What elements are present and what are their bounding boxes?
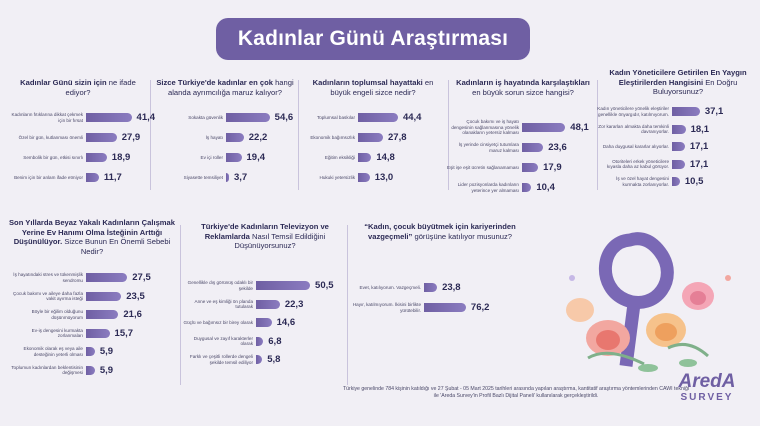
category-label: Kadınların fıtıklarına dikkat çekmek için bir fırsat [11,112,83,123]
bar [226,113,270,122]
bar [256,355,262,364]
bar [256,300,280,309]
bar-row [457,182,555,193]
category-label: Ekonomik olarak eş veya aile desteğinin yeterli olması [23,346,83,357]
bar [256,337,263,346]
bar [424,303,466,312]
data-label: 23,5 [126,290,145,302]
bar [86,310,118,319]
bar [672,177,680,186]
chart-panel-1 [8,78,148,97]
data-label: 10,4 [536,182,555,193]
chart-title: Kadınların toplumsal hayattaki en büyük engeli sizce nedir? [312,78,434,97]
chart-panel-7 [186,222,344,251]
chart-title: Son Yıllarda Beyaz Yakalı Kadınların Çalışmak Yerine Ev Hanımı Olma İsteğinin Arttığı Düşünülüyor. Sizce Bunun En Önemli Sebebi Nedir? [8,218,176,256]
category-label: Toplumun kadınlardan beklentisinin değişmesi [11,364,83,375]
bar-row [205,132,268,143]
data-label: 50,5 [315,280,334,291]
bar [226,153,242,162]
data-label: 17,1 [689,158,709,170]
bar [358,113,398,122]
category-label: Güçlü ve bağımsız bir birey olarak [183,319,253,325]
bar [672,107,700,116]
data-label: 27,9 [121,132,141,143]
category-label: Farklı ve çeşitli rollerde dengeli şekilde temsil ediliyor [189,354,253,365]
category-label: Eğitim eksikliği [324,154,355,160]
bar-row [13,272,151,283]
bar [522,183,531,192]
category-label: Duygusal ve zayıf karakterler olarak [193,335,253,346]
bar [522,163,538,172]
data-label: 6,8 [268,335,282,347]
data-label: 18,9 [111,152,131,163]
data-label: 23,6 [548,142,567,153]
bar [86,347,95,356]
bar-row [18,132,141,143]
bar-row [189,354,281,365]
bar-row [23,346,114,357]
category-label: Lider pozisyonlarda kadınların yeterince yer almaması [457,182,519,193]
category-label: Eşit işe eşit ücretin sağlanamaması [447,164,519,170]
bar [522,123,565,132]
category-label: Ekonomik bağımsızlık [310,134,355,140]
category-label: Benim için bir anlam ifade etmiyor [14,174,83,180]
chart-panel-4 [452,78,594,97]
category-label: Çocuk bakımı ve aileye daha fazla vakit ayırma isteği [13,290,83,301]
bar [358,173,370,182]
category-label: Böyle bir eğilim olduğunu düşünmüyorum [31,309,83,320]
data-label: 10,5 [684,176,704,187]
bar [256,281,310,290]
chart-title: “Kadın, çocuk büyütmek için kariyerinden vazgeçmeli” görüşüne katılıyor musunuz? [364,222,516,241]
category-label: Otoriteleri erkek yöneticilere kıyasla daha az kabul görüyor. [606,158,669,169]
bar-row [183,317,296,328]
category-label: Sembolik bir gün, etkisi sınırlı [23,154,83,160]
data-label: 21,6 [123,309,142,320]
data-label: 22,3 [284,298,304,310]
data-label: 5,8 [267,354,281,365]
bar [672,125,686,134]
bar [358,153,371,162]
data-label: 44,4 [402,112,422,123]
category-label: İş hayatındaki stres ve tükenmişlik sendromu [13,272,83,283]
divider [347,225,348,385]
data-label: 5,9 [99,364,114,376]
data-label: 11,7 [103,172,122,183]
category-label: Siyasette temsiliyet [183,174,223,180]
data-label: 3,7 [233,172,248,183]
bar-row [187,280,334,291]
bar-row [447,162,562,173]
bar [86,329,110,338]
chart-panel-8 [352,222,528,241]
bar-row [616,176,704,187]
category-label: Toplumsal baskılar [316,114,355,120]
category-label: Zor kararları almakta daha temkinli davranıyorlar. [598,123,669,134]
venus-symbol-ribbon [605,239,667,303]
chart-title: Kadınlar Günü sizin için ne ifade ediyor? [20,78,136,97]
data-label: 54,6 [274,112,294,123]
bar [86,366,95,375]
data-label: 27,5 [132,272,151,283]
category-label: Daha duygusal kararlar alıyorlar. [602,143,669,149]
data-label: 76,2 [470,302,490,313]
category-label: Hayır, katılmıyorum. İkisini birlikte yürütebilir. [352,302,421,313]
data-label: 41,4 [136,112,156,123]
data-label: 22,2 [248,132,268,143]
flower-icon [566,298,594,322]
bar-row [194,298,304,310]
bar [86,153,107,162]
data-label: 17,9 [543,162,562,173]
bar-row [598,123,710,135]
bar-row [14,172,122,183]
data-label: 5,9 [99,346,114,357]
bar-row [183,172,248,183]
data-label: 15,7 [114,327,134,339]
bar [226,173,229,182]
bar-row [602,141,709,152]
data-label: 27,8 [388,132,407,143]
chart-title: Kadın Yöneticilere Getirilen En Yaygın Eleştirilerden Hangisini En Doğru Buluyorsunuz? [609,68,747,97]
bar [672,160,685,169]
bar [522,143,543,152]
category-label: Ev-iş dengesini kurmakta zorlanmaları [31,327,83,338]
bar [86,173,99,182]
data-label: 19,4 [246,152,266,163]
bar-row [458,142,567,153]
bar-row [310,132,407,143]
bar [86,113,132,122]
category-label: Özel bir gün, kutlanması önemli [18,134,83,140]
bar-row [23,152,131,163]
chart-panel-3 [302,78,444,97]
data-label: 14,8 [376,152,395,163]
chart-title: Türkiye'de Kadınların Televizyon ve Reklamlarda Nasıl Temsil Edildiğini Düşünüyorsunuz? [201,222,329,251]
data-label: 13,0 [374,172,394,183]
bar [86,133,117,142]
bar-row [13,290,145,302]
bar-row [324,152,395,163]
bar-row [319,172,394,183]
chart-title: Sizce Türkiye'de kadınlar en çok hangi alanda ayrımcılığa maruz kalıyor? [156,78,294,97]
category-label: İş yerinde cinsiyetçi tutumlara maruz kalması [458,142,519,153]
bar [226,133,244,142]
bar-row [316,112,422,123]
bar-row [597,106,724,117]
bar-row [606,158,709,170]
footer-note: Türkiye genelinde 784 kişinin katıldığı ve 27 Şubat - 05 Mart 2025 tarihleri arasında yapılan araştırma, kantitatif araştırma yöntemlerinden CAWI tekniği ile 'Areda Survey'in Profil Bazlı Dijital Paneli' kullanılarak gerçekleştirildi. [342,386,690,399]
chart-panel-6 [8,218,176,256]
chart-panel-2 [154,78,296,97]
data-label: 18,1 [690,123,710,135]
data-label: 14,6 [276,317,296,328]
data-label: 17,1 [689,141,709,152]
bar-row [359,282,461,293]
bar-row [451,119,589,136]
divider [597,80,598,190]
category-label: Kadın yöneticilere yönelik eleştiriler genellikle önyargıdır, katılmıyorum. [597,106,669,117]
bar [86,292,121,301]
category-label: Çocuk bakımı ve iş hayatı dengesinin sağlanmasına yönelik olanakların yetersiz kalması [451,119,519,136]
data-label: 23,8 [442,282,461,293]
chart-title: Kadınların iş hayatında karşılaştıkları en büyük sorun sizce hangisi? [456,78,590,97]
bar [424,283,437,292]
category-label: İş ve özel hayat dengesini kurmakta zorlanıyorlar. [616,176,669,187]
category-label: İş hayatı [205,134,223,140]
bar [672,142,685,151]
flower-illustration [548,218,760,388]
brand-logo: AredA SURVEY [678,371,736,403]
bar [86,273,127,282]
chart-panel-5 [600,68,756,97]
bar-row [193,335,282,347]
bar-row [11,112,156,123]
bar-row [31,309,142,320]
category-label: Hukuki yetersizlik [319,174,355,180]
data-label: 37,1 [704,106,724,117]
bar-row [200,152,266,163]
bar [358,133,383,142]
data-label: 48,1 [570,122,589,133]
category-label: Anne ve eş kimliği ön planda tutularak [194,298,253,309]
bar-row [352,302,490,313]
bar-row [11,364,114,376]
category-label: Genellikle dış görünüş odaklı bir şekilde [187,280,253,291]
category-label: Ev içi roller [200,154,223,160]
category-label: Evet, katılıyorum. Vazgeçmeli. [359,284,421,290]
page-title: Kadınlar Günü Araştırması [216,18,530,60]
bar-row [31,327,134,339]
bar [256,318,272,327]
category-label: Sokakta güvenlik [188,114,223,120]
